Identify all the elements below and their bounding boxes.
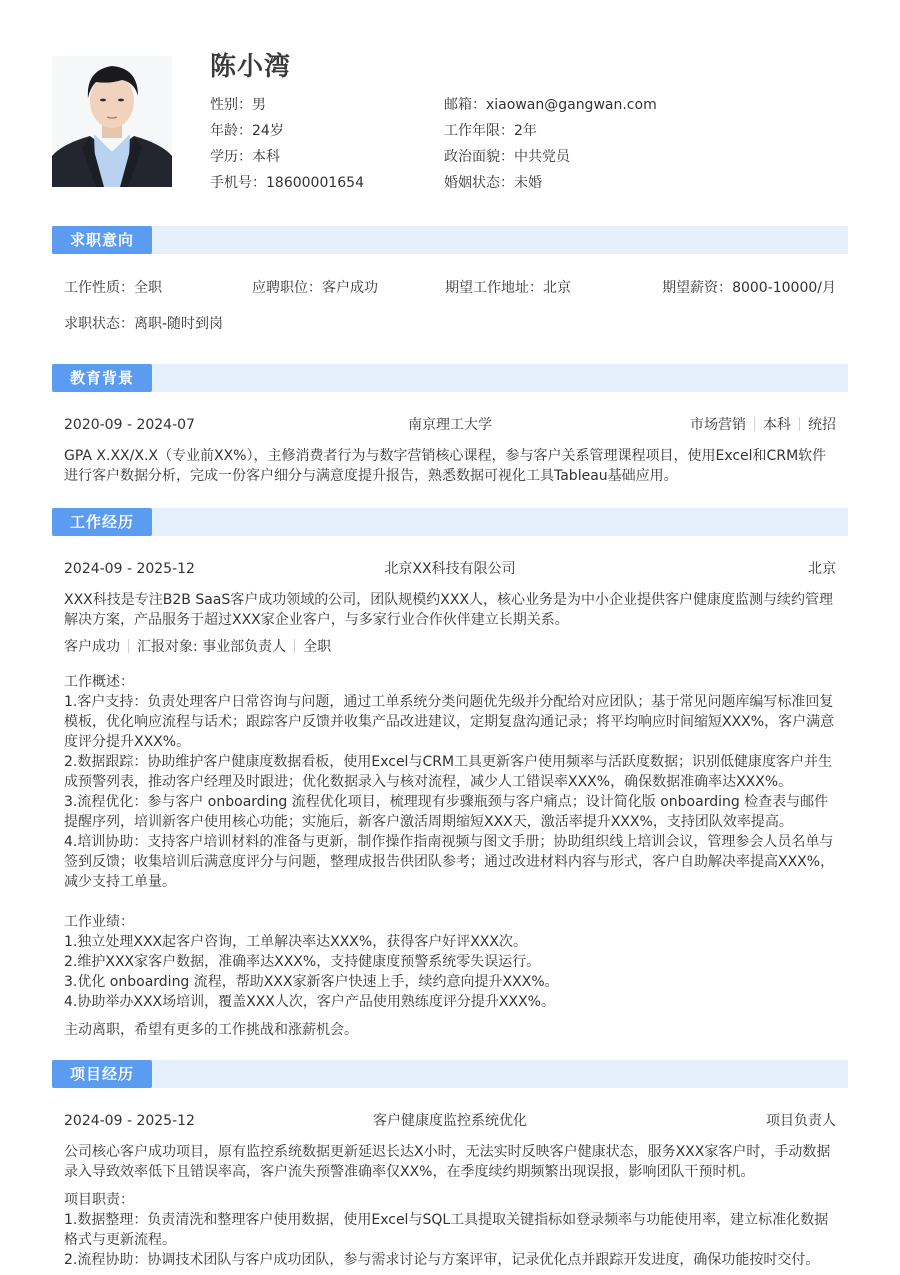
achievement-item: 4.协助举办XXX场培训，覆盖XXX人次，客户产品使用熟练度评分提升XXX%。: [64, 994, 555, 1010]
overview-item: 3.流程优化：参与客户 onboarding 流程优化项目，梳理现有步骤瓶颈与客户痛点；设计简化版 onboarding 检查表与邮件提醒序列，培训新客户使用核心功能；实施后，新客户激活周期缩短XXX天，激活率提升XXX%，支持团队效率提高。: [64, 794, 829, 830]
project-name: 客户健康度监控系统优化: [373, 1113, 527, 1129]
info-value: 2年: [514, 123, 537, 139]
info-label: 婚姻状态：: [444, 175, 514, 191]
info-political-status: [444, 144, 657, 170]
divider: [799, 417, 800, 431]
info-label: 工作年限：: [444, 123, 514, 139]
section-title: 求职意向: [52, 226, 152, 254]
overview-title: 工作概述：: [64, 674, 134, 690]
work-achievements: [64, 912, 836, 1012]
intent-value: 全职: [134, 280, 162, 296]
project-role: 项目负责人: [766, 1113, 836, 1129]
divider: [294, 639, 295, 653]
divider: [754, 417, 755, 431]
divider: [128, 639, 129, 653]
info-label: 邮箱：: [444, 97, 486, 113]
section-header-intent: [52, 226, 848, 254]
major: 市场营销: [690, 417, 746, 433]
intent-job-type: [64, 278, 162, 298]
intent-location: [445, 278, 571, 298]
info-label: 政治面貌：: [444, 149, 514, 165]
intent-value: 客户成功: [322, 280, 378, 296]
info-marital-status: [444, 170, 657, 196]
project-period: 2024-09 - 2025-12: [64, 1113, 195, 1129]
project-header-row: [64, 1111, 836, 1131]
leave-reason: 主动离职，希望有更多的工作挑战和涨薪机会。: [64, 1022, 358, 1038]
profile-photo: [52, 56, 172, 187]
project-duties: [64, 1190, 836, 1270]
education-period: 2020-09 - 2024-07: [64, 417, 195, 433]
section-header-project: [52, 1060, 848, 1088]
work-header-row: [64, 559, 836, 579]
info-work-years: [444, 118, 657, 144]
work-period: 2024-09 - 2025-12: [64, 561, 195, 577]
section-header-work: [52, 508, 848, 536]
intent-value: 离职-随时到岗: [134, 316, 224, 332]
job-intent: [64, 278, 836, 334]
info-value: 24岁: [252, 123, 284, 139]
work-tags: [64, 637, 836, 657]
info-value: 本科: [252, 149, 280, 165]
achievement-item: 3.优化 onboarding 流程，帮助XXX家新客户快速上手，续约意向提升XXX%。: [64, 974, 559, 990]
intent-label: 求职状态：: [64, 316, 134, 332]
degree: 本科: [763, 417, 791, 433]
section-header-education: [52, 364, 848, 392]
company-intro: XXX科技是专注B2B SaaS客户成功领域的公司，团队规模约XXX人，核心业务是为中小企业提供客户健康度监测与续约管理解决方案，产品服务于超过XXX家企业客户，与多家行业合作伙伴建立长期关系。: [64, 592, 834, 628]
info-age: [210, 118, 364, 144]
info-label: 性别：: [210, 97, 252, 113]
basic-info-right: [444, 92, 657, 196]
education-meta: [690, 415, 836, 435]
intent-label: 工作性质：: [64, 280, 134, 296]
work-tag: 汇报对象: 事业部负责人: [137, 639, 287, 655]
info-email: [444, 92, 657, 118]
work-tag: 全职: [303, 639, 332, 655]
achievement-item: 2.维护XXX家客户数据，准确率达XXX%，支持健康度预警系统零失误运行。: [64, 954, 541, 970]
enrollment-type: 统招: [808, 417, 836, 433]
candidate-name: 陈小湾: [210, 52, 292, 82]
education-header-row: [64, 415, 836, 435]
info-label: 年龄：: [210, 123, 252, 139]
intent-status: [64, 314, 223, 334]
info-value: 中共党员: [514, 149, 570, 165]
overview-item: 2.数据跟踪：协助维护客户健康度数据看板，使用Excel与CRM工具更新客户使用频率与活跃度数据；识别低健康度客户并生成预警列表，推动客户经理及时跟进；优化数据录入与核对流程，减少人工错误率XXX%，确保数据准确率达XXX%。: [64, 754, 833, 790]
intent-row-2: [64, 314, 836, 334]
section-title: 工作经历: [52, 508, 152, 536]
info-phone: [210, 170, 364, 196]
overview-item: 4.培训协助：支持客户培训材料的准备与更新，制作操作指南视频与图文手册；协助组织线上培训会议，管理参会人员名单与签到反馈；收集培训后满意度评分与问题，整理成报告供团队参考；通过改进材料内容与形式，客户自助解决率提高XXX%，减少支持工单量。: [64, 834, 835, 890]
intent-salary: [662, 278, 836, 298]
intent-label: 期望薪资：: [662, 280, 733, 296]
work-overview: [64, 672, 836, 892]
work-city: 北京: [808, 561, 836, 577]
info-value: 18600001654: [266, 175, 364, 191]
spacer: [64, 892, 836, 912]
duty-item: 2.流程协助：协调技术团队与客户成功团队，参与需求讨论与方案评审，记录优化点并跟踪开发进度，确保功能按时交付。: [64, 1252, 820, 1268]
intent-position: [252, 278, 378, 298]
info-value: 未婚: [514, 175, 542, 191]
duty-item: 1.数据整理：负责清洗和整理客户使用数据，使用Excel与SQL工具提取关键指标如登录频率与功能使用率，建立标准化数据格式与更新流程。: [64, 1212, 829, 1248]
intent-row-1: [64, 278, 836, 298]
info-value: xiaowan@gangwan.com: [486, 97, 657, 113]
intent-label: 应聘职位：: [252, 280, 322, 296]
education-entry: [64, 415, 836, 486]
project-description: 公司核心客户成功项目，原有监控系统数据更新延迟长达X小时，无法实时反映客户健康状态，服务XXX家客户时，手动数据录入导致效率低下且错误率高，客户流失预警准确率仅XX%，在季度续约期频繁出现误报，影响团队干预时机。: [64, 1144, 831, 1180]
info-label: 手机号：: [210, 175, 266, 191]
company-name: 北京XX科技有限公司: [384, 561, 516, 577]
work-entry: [64, 559, 836, 1040]
work-tag: 客户成功: [64, 639, 120, 655]
achievement-item: 1.独立处理XXX起客户咨询，工单解决率达XXX%，获得客户好评XXX次。: [64, 934, 527, 950]
intent-label: 期望工作地址：: [445, 280, 543, 296]
project-entry: [64, 1111, 836, 1270]
overview-item: 1.客户支持：负责处理客户日常咨询与问题，通过工单系统分类问题优先级并分配给对应团队；基于常见问题库编写标准回复模板，优化响应流程与话术；跟踪客户反馈并收集产品改进建议，定期复盘沟通记录；将平均响应时间缩短XXX%，客户满意度评分提升XXX%。: [64, 694, 835, 750]
education-description: GPA X.XX/X.X（专业前XX%），主修消费者行为与数字营销核心课程，参与客户关系管理课程项目，使用Excel和CRM软件进行客户数据分析，完成一份客户细分与满意度提升报告，熟悉数据可视化工具Tableau基础应用。: [64, 448, 827, 484]
info-label: 学历：: [210, 149, 252, 165]
section-title: 项目经历: [52, 1060, 152, 1088]
duties-title: 项目职责：: [64, 1192, 134, 1208]
intent-value: 8000-10000/月: [732, 280, 836, 296]
intent-value: 北京: [543, 280, 571, 296]
school-name: 南京理工大学: [408, 417, 492, 433]
person-photo-icon: [52, 56, 172, 187]
info-education: [210, 144, 364, 170]
profile-header: [52, 50, 848, 190]
section-title: 教育背景: [52, 364, 152, 392]
info-value: 男: [252, 97, 266, 113]
info-gender: [210, 92, 364, 118]
basic-info-left: [210, 92, 364, 196]
achievements-title: 工作业绩：: [64, 914, 134, 930]
